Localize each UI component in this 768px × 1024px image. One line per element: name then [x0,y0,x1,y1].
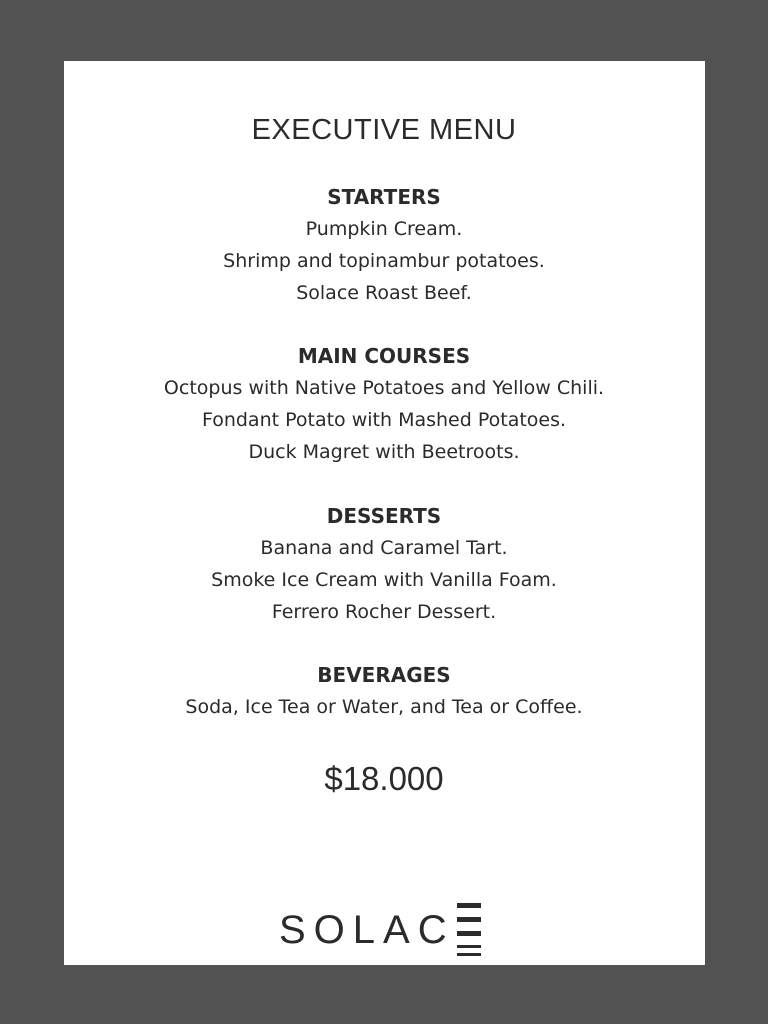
menu-item: Solace Roast Beef. [296,282,472,304]
section-heading: DESSERTS [326,504,442,528]
section-heading: STARTERS [327,185,441,209]
section-main-courses [0,340,768,468]
menu-item: Banana and Caramel Tart. [260,537,508,559]
solace-logo [279,902,481,958]
logo-e-mark [457,903,481,957]
menu-item: Pumpkin Cream. [305,218,463,240]
section-desserts [0,500,768,628]
section-heading: BEVERAGES [317,663,451,687]
logo-text: SOLAC [279,908,455,952]
section-starters [0,181,768,309]
menu-title: EXECUTIVE MENU [251,114,517,146]
menu-item: Shrimp and topinambur potatoes. [223,250,545,272]
menu-item: Fondant Potato with Mashed Potatoes. [201,409,567,431]
menu-item: Duck Magret with Beetroots. [248,441,520,463]
menu-item: Octopus with Native Potatoes and Yellow Chili. [163,377,605,399]
menu-price: $18.000 [324,760,444,797]
section-heading: MAIN COURSES [297,344,471,368]
menu-item: Ferrero Rocher Dessert. [271,601,497,623]
menu-item: Smoke Ice Cream with Vanilla Foam. [211,569,557,591]
section-beverages [0,659,768,723]
menu-item: Soda, Ice Tea or Water, and Tea or Coffee. [185,696,583,718]
